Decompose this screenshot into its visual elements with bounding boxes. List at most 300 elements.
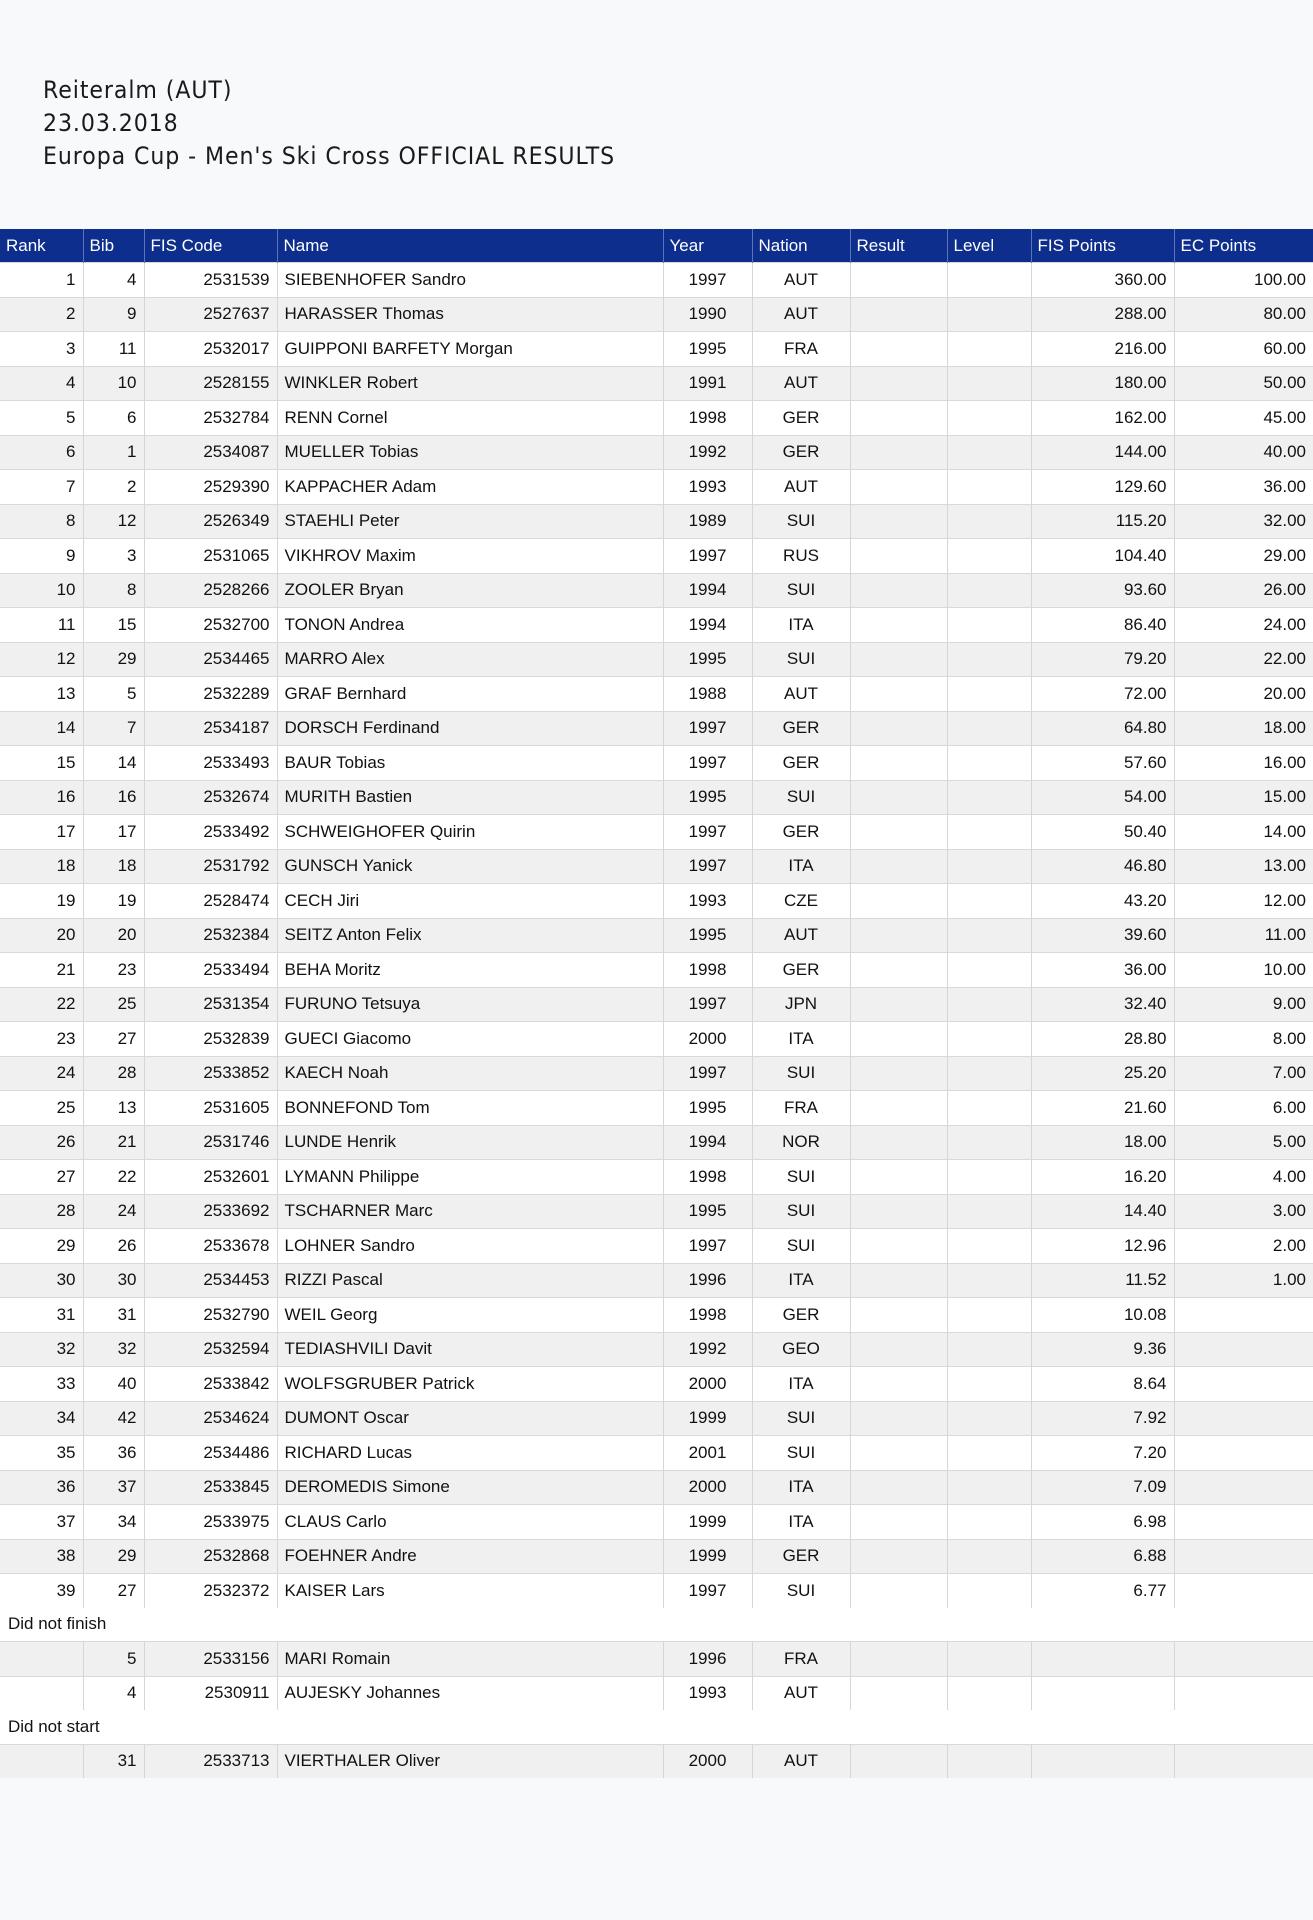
result-cell [850, 504, 947, 539]
rank-cell: 8 [0, 504, 83, 539]
year-cell: 1998 [663, 401, 752, 436]
level-cell [947, 1676, 1031, 1710]
ec-points-cell: 36.00 [1174, 470, 1313, 505]
fis-code-cell: 2532784 [144, 401, 277, 436]
name-cell: MARI Romain [277, 1642, 663, 1677]
fis-points-cell: 16.20 [1031, 1160, 1174, 1195]
fis-points-cell: 93.60 [1031, 573, 1174, 608]
year-cell: 1997 [663, 711, 752, 746]
level-cell [947, 504, 1031, 539]
level-cell [947, 470, 1031, 505]
did-not-start-section-label: Did not start [0, 1710, 1313, 1744]
year-cell: 1997 [663, 1229, 752, 1264]
result-cell [850, 1505, 947, 1540]
fis-code-cell: 2532372 [144, 1574, 277, 1608]
year-cell: 1998 [663, 1298, 752, 1333]
fis-points-cell [1031, 1744, 1174, 1778]
nation-cell: ITA [752, 849, 850, 884]
result-cell [850, 780, 947, 815]
name-cell: RICHARD Lucas [277, 1436, 663, 1471]
bib-cell: 3 [83, 539, 144, 574]
bib-cell: 18 [83, 849, 144, 884]
year-cell: 1994 [663, 1125, 752, 1160]
table-row [0, 366, 1313, 401]
bib-cell: 9 [83, 297, 144, 332]
bib-cell: 12 [83, 504, 144, 539]
rank-cell [0, 1642, 83, 1677]
year-cell: 1993 [663, 1676, 752, 1710]
rank-cell: 27 [0, 1160, 83, 1195]
table-row [0, 263, 1313, 298]
level-cell [947, 1263, 1031, 1298]
level-cell [947, 987, 1031, 1022]
name-cell: FOEHNER Andre [277, 1539, 663, 1574]
name-cell: STAEHLI Peter [277, 504, 663, 539]
level-cell [947, 1642, 1031, 1677]
nation-cell: SUI [752, 504, 850, 539]
nation-cell: AUT [752, 1744, 850, 1778]
table-row [0, 815, 1313, 850]
name-cell: HARASSER Thomas [277, 297, 663, 332]
level-cell [947, 677, 1031, 712]
table-row [0, 1194, 1313, 1229]
column-header-nation: Nation [752, 229, 850, 263]
name-cell: GUECI Giacomo [277, 1022, 663, 1057]
name-cell: KAISER Lars [277, 1574, 663, 1608]
bib-cell: 17 [83, 815, 144, 850]
ec-points-cell: 80.00 [1174, 297, 1313, 332]
rank-cell: 1 [0, 263, 83, 298]
table-row [0, 435, 1313, 470]
nation-cell: SUI [752, 573, 850, 608]
nation-cell: SUI [752, 1160, 850, 1195]
rank-cell: 31 [0, 1298, 83, 1333]
fis-points-cell: 360.00 [1031, 263, 1174, 298]
fis-code-cell: 2532790 [144, 1298, 277, 1333]
ec-points-cell [1174, 1298, 1313, 1333]
bib-cell: 4 [83, 263, 144, 298]
rank-cell: 5 [0, 401, 83, 436]
bib-cell: 2 [83, 470, 144, 505]
year-cell: 1993 [663, 470, 752, 505]
ec-points-cell: 26.00 [1174, 573, 1313, 608]
rank-cell: 34 [0, 1401, 83, 1436]
fis-code-cell: 2532289 [144, 677, 277, 712]
nation-cell: FRA [752, 1091, 850, 1126]
nation-cell: ITA [752, 1505, 850, 1540]
nation-cell: JPN [752, 987, 850, 1022]
fis-points-cell [1031, 1676, 1174, 1710]
fis-points-cell [1031, 1642, 1174, 1677]
table-row [0, 504, 1313, 539]
nation-cell: RUS [752, 539, 850, 574]
result-cell [850, 918, 947, 953]
fis-code-cell: 2532674 [144, 780, 277, 815]
ec-points-cell: 11.00 [1174, 918, 1313, 953]
nation-cell: GER [752, 953, 850, 988]
table-row [0, 1022, 1313, 1057]
fis-points-cell: 6.77 [1031, 1574, 1174, 1608]
year-cell: 1992 [663, 1332, 752, 1367]
year-cell: 1995 [663, 1194, 752, 1229]
level-cell [947, 1505, 1031, 1540]
ec-points-cell [1174, 1332, 1313, 1367]
fis-points-cell: 162.00 [1031, 401, 1174, 436]
name-cell: WOLFSGRUBER Patrick [277, 1367, 663, 1402]
fis-points-cell: 7.09 [1031, 1470, 1174, 1505]
fis-points-cell: 216.00 [1031, 332, 1174, 367]
fis-code-cell: 2532384 [144, 918, 277, 953]
name-cell: LYMANN Philippe [277, 1160, 663, 1195]
fis-code-cell: 2533494 [144, 953, 277, 988]
level-cell [947, 366, 1031, 401]
bib-cell: 5 [83, 1642, 144, 1677]
result-cell [850, 608, 947, 643]
fis-code-cell: 2526349 [144, 504, 277, 539]
fis-code-cell: 2532868 [144, 1539, 277, 1574]
fis-code-cell: 2528474 [144, 884, 277, 919]
ec-points-cell: 9.00 [1174, 987, 1313, 1022]
result-cell [850, 435, 947, 470]
bib-cell: 23 [83, 953, 144, 988]
table-row [0, 1401, 1313, 1436]
ec-points-cell [1174, 1505, 1313, 1540]
fis-code-cell: 2533492 [144, 815, 277, 850]
level-cell [947, 884, 1031, 919]
table-row [0, 884, 1313, 919]
rank-cell: 12 [0, 642, 83, 677]
table-row [0, 746, 1313, 781]
fis-code-cell: 2532017 [144, 332, 277, 367]
ec-points-cell: 5.00 [1174, 1125, 1313, 1160]
nation-cell: GER [752, 1298, 850, 1333]
fis-code-cell: 2531792 [144, 849, 277, 884]
bib-cell: 26 [83, 1229, 144, 1264]
table-row [0, 1367, 1313, 1402]
fis-code-cell: 2533852 [144, 1056, 277, 1091]
bib-cell: 4 [83, 1676, 144, 1710]
fis-code-cell: 2532601 [144, 1160, 277, 1195]
ec-points-cell: 7.00 [1174, 1056, 1313, 1091]
year-cell: 1995 [663, 642, 752, 677]
table-row [0, 711, 1313, 746]
level-cell [947, 953, 1031, 988]
fis-points-cell: 14.40 [1031, 1194, 1174, 1229]
year-cell: 1999 [663, 1401, 752, 1436]
level-cell [947, 815, 1031, 850]
rank-cell: 10 [0, 573, 83, 608]
table-row [0, 677, 1313, 712]
fis-code-cell: 2532700 [144, 608, 277, 643]
table-row [0, 1229, 1313, 1264]
fis-points-cell: 50.40 [1031, 815, 1174, 850]
table-row [0, 1436, 1313, 1471]
fis-code-cell: 2533156 [144, 1642, 277, 1677]
column-header-fis-code: FIS Code [144, 229, 277, 263]
rank-cell: 38 [0, 1539, 83, 1574]
fis-points-cell: 104.40 [1031, 539, 1174, 574]
nation-cell: AUT [752, 470, 850, 505]
level-cell [947, 711, 1031, 746]
year-cell: 2001 [663, 1436, 752, 1471]
result-cell [850, 1160, 947, 1195]
bib-cell: 21 [83, 1125, 144, 1160]
level-cell [947, 1194, 1031, 1229]
result-cell [850, 1298, 947, 1333]
year-cell: 1996 [663, 1263, 752, 1298]
ec-points-cell: 6.00 [1174, 1091, 1313, 1126]
name-cell: GRAF Bernhard [277, 677, 663, 712]
nation-cell: AUT [752, 1676, 850, 1710]
table-row [0, 987, 1313, 1022]
fis-points-cell: 43.20 [1031, 884, 1174, 919]
fis-code-cell: 2529390 [144, 470, 277, 505]
result-cell [850, 1744, 947, 1778]
name-cell: SEITZ Anton Felix [277, 918, 663, 953]
fis-code-cell: 2533842 [144, 1367, 277, 1402]
bib-cell: 31 [83, 1298, 144, 1333]
level-cell [947, 780, 1031, 815]
nation-cell: AUT [752, 297, 850, 332]
fis-points-cell: 6.88 [1031, 1539, 1174, 1574]
result-cell [850, 1539, 947, 1574]
bib-cell: 16 [83, 780, 144, 815]
table-row [0, 1125, 1313, 1160]
name-cell: SIEBENHOFER Sandro [277, 263, 663, 298]
name-cell: BEHA Moritz [277, 953, 663, 988]
name-cell: KAPPACHER Adam [277, 470, 663, 505]
fis-code-cell: 2527637 [144, 297, 277, 332]
table-row [0, 780, 1313, 815]
table-row [0, 642, 1313, 677]
nation-cell: SUI [752, 1194, 850, 1229]
name-cell: RENN Cornel [277, 401, 663, 436]
fis-code-cell: 2534187 [144, 711, 277, 746]
bib-cell: 27 [83, 1574, 144, 1608]
nation-cell: GER [752, 435, 850, 470]
level-cell [947, 1539, 1031, 1574]
column-header-ec-points: EC Points [1174, 229, 1313, 263]
level-cell [947, 297, 1031, 332]
did-not-finish-section-label: Did not finish [0, 1608, 1313, 1642]
bib-cell: 36 [83, 1436, 144, 1471]
fis-points-cell: 25.20 [1031, 1056, 1174, 1091]
name-cell: DEROMEDIS Simone [277, 1470, 663, 1505]
ec-points-cell [1174, 1642, 1313, 1677]
year-cell: 1997 [663, 539, 752, 574]
ec-points-cell: 4.00 [1174, 1160, 1313, 1195]
nation-cell: SUI [752, 780, 850, 815]
table-row [0, 1676, 1313, 1710]
ec-points-cell: 50.00 [1174, 366, 1313, 401]
result-cell [850, 1676, 947, 1710]
bib-cell: 11 [83, 332, 144, 367]
ec-points-cell: 12.00 [1174, 884, 1313, 919]
bib-cell: 30 [83, 1263, 144, 1298]
table-row [0, 1574, 1313, 1608]
year-cell: 2000 [663, 1022, 752, 1057]
fis-points-cell: 144.00 [1031, 435, 1174, 470]
nation-cell: SUI [752, 642, 850, 677]
bib-cell: 42 [83, 1401, 144, 1436]
year-cell: 1989 [663, 504, 752, 539]
result-cell [850, 1022, 947, 1057]
year-cell: 1994 [663, 608, 752, 643]
rank-cell [0, 1744, 83, 1778]
level-cell [947, 642, 1031, 677]
ec-points-cell: 13.00 [1174, 849, 1313, 884]
name-cell: MURITH Bastien [277, 780, 663, 815]
nation-cell: AUT [752, 918, 850, 953]
name-cell: WINKLER Robert [277, 366, 663, 401]
rank-cell: 21 [0, 953, 83, 988]
fis-points-cell: 46.80 [1031, 849, 1174, 884]
year-cell: 2000 [663, 1470, 752, 1505]
name-cell: TSCHARNER Marc [277, 1194, 663, 1229]
ec-points-cell [1174, 1574, 1313, 1608]
table-row [0, 470, 1313, 505]
nation-cell: FRA [752, 332, 850, 367]
ec-points-cell: 15.00 [1174, 780, 1313, 815]
name-cell: TEDIASHVILI Davit [277, 1332, 663, 1367]
rank-cell: 4 [0, 366, 83, 401]
table-row [0, 401, 1313, 436]
level-cell [947, 1436, 1031, 1471]
bib-cell: 28 [83, 1056, 144, 1091]
nation-cell: AUT [752, 263, 850, 298]
rank-cell: 28 [0, 1194, 83, 1229]
nation-cell: FRA [752, 1642, 850, 1677]
fis-code-cell: 2532839 [144, 1022, 277, 1057]
nation-cell: GER [752, 401, 850, 436]
ec-points-cell: 8.00 [1174, 1022, 1313, 1057]
ec-points-cell: 10.00 [1174, 953, 1313, 988]
ec-points-cell: 40.00 [1174, 435, 1313, 470]
result-cell [850, 1229, 947, 1264]
column-header-year: Year [663, 229, 752, 263]
year-cell: 1996 [663, 1642, 752, 1677]
table-row [0, 573, 1313, 608]
fis-code-cell: 2534624 [144, 1401, 277, 1436]
rank-cell [0, 1676, 83, 1710]
result-cell [850, 711, 947, 746]
result-cell [850, 746, 947, 781]
ec-points-cell: 16.00 [1174, 746, 1313, 781]
rank-cell: 32 [0, 1332, 83, 1367]
table-row [0, 539, 1313, 574]
name-cell: LOHNER Sandro [277, 1229, 663, 1264]
result-cell [850, 987, 947, 1022]
year-cell: 1997 [663, 815, 752, 850]
fis-code-cell: 2532594 [144, 1332, 277, 1367]
bib-cell: 24 [83, 1194, 144, 1229]
level-cell [947, 608, 1031, 643]
level-cell [947, 332, 1031, 367]
fis-code-cell: 2530911 [144, 1676, 277, 1710]
table-row [0, 849, 1313, 884]
level-cell [947, 1298, 1031, 1333]
name-cell: LUNDE Henrik [277, 1125, 663, 1160]
level-cell [947, 1332, 1031, 1367]
name-cell: DUMONT Oscar [277, 1401, 663, 1436]
bib-cell: 29 [83, 642, 144, 677]
level-cell [947, 573, 1031, 608]
fis-code-cell: 2531539 [144, 263, 277, 298]
fis-code-cell: 2534087 [144, 435, 277, 470]
fis-code-cell: 2533845 [144, 1470, 277, 1505]
table-row [0, 953, 1313, 988]
fis-points-cell: 28.80 [1031, 1022, 1174, 1057]
fis-points-cell: 36.00 [1031, 953, 1174, 988]
result-cell [850, 366, 947, 401]
year-cell: 1993 [663, 884, 752, 919]
result-cell [850, 849, 947, 884]
fis-points-cell: 21.60 [1031, 1091, 1174, 1126]
year-cell: 1988 [663, 677, 752, 712]
nation-cell: CZE [752, 884, 850, 919]
year-cell: 1997 [663, 987, 752, 1022]
table-header-row [0, 229, 1313, 263]
year-cell: 1995 [663, 1091, 752, 1126]
rank-cell: 11 [0, 608, 83, 643]
ec-points-cell: 100.00 [1174, 263, 1313, 298]
rank-cell: 15 [0, 746, 83, 781]
name-cell: BAUR Tobias [277, 746, 663, 781]
fis-points-cell: 57.60 [1031, 746, 1174, 781]
level-cell [947, 849, 1031, 884]
result-cell [850, 1056, 947, 1091]
fis-code-cell: 2534465 [144, 642, 277, 677]
table-row [0, 1263, 1313, 1298]
fis-code-cell: 2531065 [144, 539, 277, 574]
ec-points-cell [1174, 1367, 1313, 1402]
nation-cell: AUT [752, 677, 850, 712]
table-row [0, 297, 1313, 332]
level-cell [947, 1744, 1031, 1778]
table-row [0, 1642, 1313, 1677]
result-cell [850, 815, 947, 850]
ec-points-cell: 18.00 [1174, 711, 1313, 746]
bib-cell: 27 [83, 1022, 144, 1057]
level-cell [947, 1574, 1031, 1608]
bib-cell: 5 [83, 677, 144, 712]
fis-points-cell: 11.52 [1031, 1263, 1174, 1298]
result-cell [850, 1470, 947, 1505]
level-cell [947, 1022, 1031, 1057]
year-cell: 2000 [663, 1367, 752, 1402]
nation-cell: SUI [752, 1056, 850, 1091]
level-cell [947, 539, 1031, 574]
nation-cell: ITA [752, 1022, 850, 1057]
rank-cell: 36 [0, 1470, 83, 1505]
bib-cell: 34 [83, 1505, 144, 1540]
result-cell [850, 470, 947, 505]
result-cell [850, 953, 947, 988]
fis-code-cell: 2531354 [144, 987, 277, 1022]
rank-cell: 3 [0, 332, 83, 367]
bib-cell: 25 [83, 987, 144, 1022]
year-cell: 1991 [663, 366, 752, 401]
level-cell [947, 435, 1031, 470]
result-cell [850, 1125, 947, 1160]
year-cell: 1995 [663, 780, 752, 815]
fis-code-cell: 2528155 [144, 366, 277, 401]
results-table [0, 229, 1313, 1778]
name-cell: CECH Jiri [277, 884, 663, 919]
nation-cell: ITA [752, 1263, 850, 1298]
fis-code-cell: 2534486 [144, 1436, 277, 1471]
level-cell [947, 401, 1031, 436]
